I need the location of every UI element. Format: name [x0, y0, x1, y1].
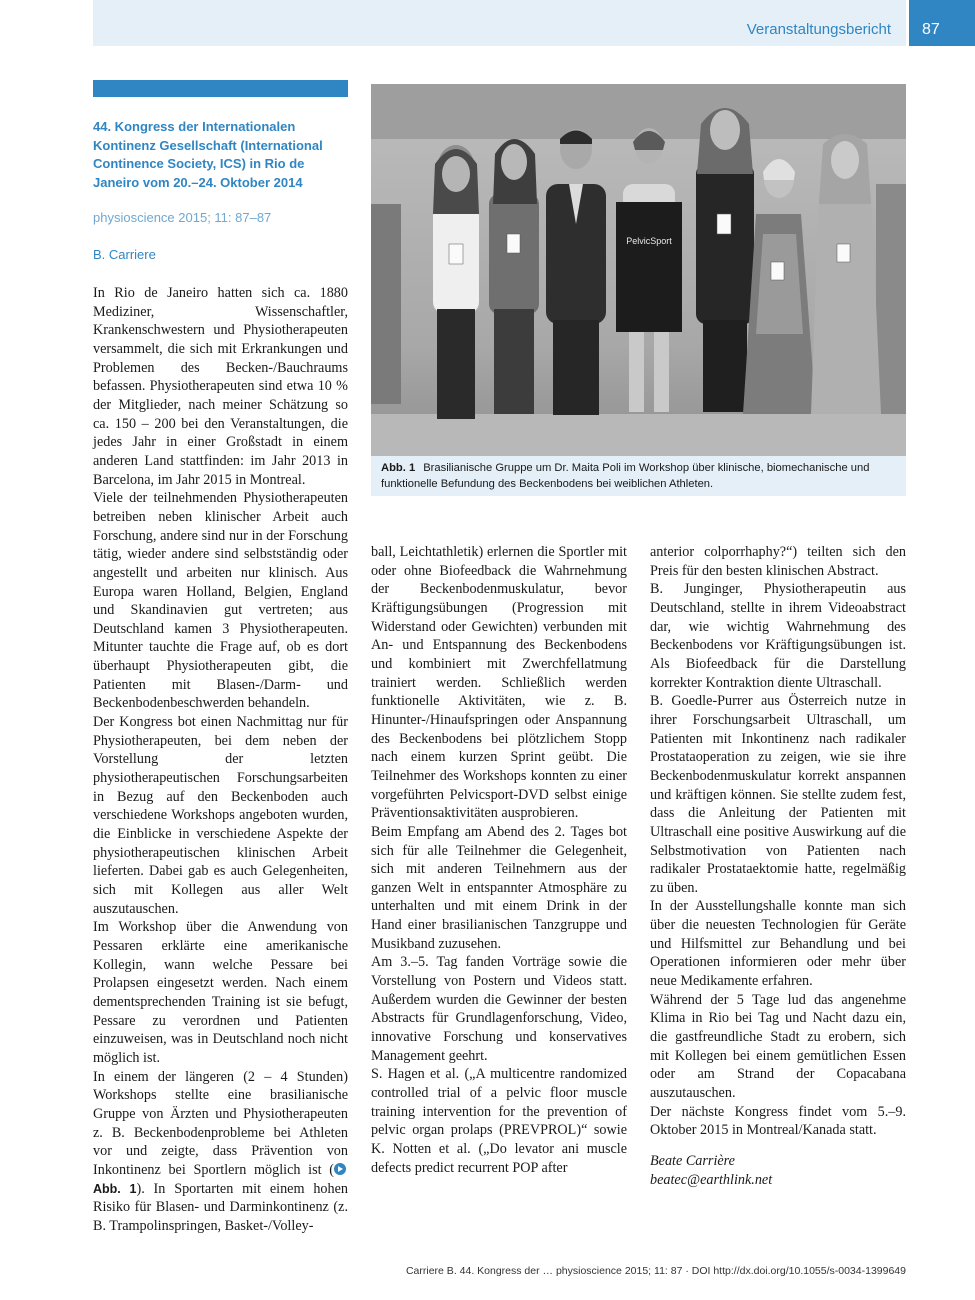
signature-name: Beate Carrière	[650, 1153, 735, 1169]
paragraph: In Rio de Janeiro hatten sich ca. 1880 Mediziner, Wissenschaftler, Krankenschwestern und Physiotherapeuten versammelt, die sich mit Erkrankungen und Problemen des Becken-/Bauchraums befassen. Physiotherapeuten sind etwa 10 % der Mitglieder, nach meiner Schätzung so ca. 150 – 200 bei den Veranstaltungen, die jedes Jahr in einer Großstadt in einem anderen Land stattfinden: im Jahr 2013 in Barcelona, im Jahr 2015 in Montreal.	[93, 285, 348, 488]
paragraph: anterior colporrhaphy?“) teilten sich den Preis für den besten klinischen Abstract.	[650, 544, 906, 579]
figure-reference-arrow-icon	[334, 1163, 346, 1175]
page-number-box	[906, 0, 975, 46]
paragraph-text: ). In Sportarten mit einem hohen Risiko für Blasen- und Darminkontinenz (z. B. Trampolinspringen, Basket-/Volley-	[93, 1180, 348, 1234]
text-column-2	[371, 543, 627, 1177]
paragraph-text: In einem der längeren (2 – 4 Stunden) Workshops stellte eine brasilianische Gruppe von Ärzten und Physiotherapeuten z. B. Beckenbodenprobleme bei Athleten vor und zeigte, dass Prävention von Inkontinenz bei Sportlern möglich ist (	[93, 1068, 348, 1178]
figure-caption	[371, 456, 906, 496]
page-number: 87	[922, 21, 940, 38]
person-1	[433, 145, 479, 419]
page-footer: Carriere B. 44. Kongress der … physioscience 2015; 11: 87 · DOI http://dx.doi.org/10.1055/s-0034-1399649	[405, 1265, 906, 1277]
figure-caption-text: Brasilianische Gruppe um Dr. Maita Poli im Workshop über klinische, biomechanische und funktionelle Befundung des Beckenbodens bei weiblichen Athleten.	[381, 462, 870, 490]
paragraph	[93, 1068, 348, 1236]
paragraph: Der nächste Kongress findet vom 5.–9. Oktober 2015 in Montreal/Kanada statt.	[650, 1103, 906, 1139]
paragraph: Beim Empfang am Abend des 2. Tages bot sich für alle Teilnehmer die Gelegenheit, sich mit anderen Teilnehmern aus der ganzen Welt in entspannter Atmosphäre zu unterhalten und mit einem Drink in der Hand einer brasilianischen Tanzgruppe und Musikband zuzusehen.	[371, 823, 627, 952]
title-accent-bar	[93, 80, 348, 97]
paragraph: In der Ausstellungshalle konnte man sich über die neuesten Technologien für Geräte und Hilfsmittel zur Behandlung und bei Operationen informieren oder mehr über neue Medikamente erfahren.	[650, 898, 906, 990]
paragraph: ball, Leichtathletik) erlernen die Sportler mit oder ohne Biofeedback die Wahrnehmung der Beckenbodenmuskulatur, bevor Kräftigungsübungen (Progression mit Widerstand oder Gewichten) verbunden mit An- und Entspannung des Beckenbodens und kombiniert mit Zwerchfellatmung trainiert werden. Schließlich werden funktionelle Aktivitäten, wie z. B. Hinunter-/Hinaufspringen oder Anspannung des Beckenbodens bei plötzlichem Stopp nach einem kurzen Sprint geübt. Die Teilnehmer des Workshops konnten zu einer vorgeführten Pelvicsport-DVD selbst einige Präventionsaktivitäten ausprobieren.	[371, 544, 627, 822]
figure-reference-link[interactable]: Abb. 1	[93, 1181, 137, 1196]
paragraph: S. Hagen et al. („A multicentre randomized controlled trial of a pelvic floor muscle training intervention for the prevention of pelvic organ prolaps (PREVPROL)“ sowie K. Notten et al. („Do levator ani muscle defects predict recurrent POP after	[371, 1066, 627, 1176]
paragraph: Der Kongress bot einen Nachmittag nur für Physiotherapeuten, bei dem neben der Vorstellung der letzten physiotherapeutischen Forschungsarbeiten in Bezug auf den Beckenboden auch verschiedene Workshops angeboten wurden, die Einblicke in verschiedene Aspekte der physiotherapeutischen klinischen Arbeit lieferten. Dabei gab es auch Gelegenheiten, sich mit Kollegen aus aller Welt auszutauschen.	[93, 714, 348, 917]
text-column-1	[93, 284, 348, 1235]
paragraph: B. Goedle-Purrer aus Österreich nutze in ihrer Forschungsarbeit Ultraschall, um Patienten mit Inkontinenz nach radikaler Prostataoperation zu zeigen, wie sie ihre Beckenbodenmuskulatur korrekt anspannen und kräftigen können. Sie stellte zudem fest, dass die Anleitung der Patienten mit Ultraschall eine positive Auswirkung auf die Selbstmotivation von Patienten nach radikaler Prostataektomie hatte, regelmäßig zu üben.	[650, 693, 906, 896]
page-number-separator	[906, 0, 909, 46]
text-column-3	[650, 543, 906, 1189]
paragraph: B. Junginger, Physiotherapeutin aus Deutschland, stellte in ihrem Videoabstract dar, wie wichtig Wahrnehmung des Beckenbodens vor Kräftigungsübungen ist. Als Biofeedback für die Darstellung korrekter Kontraktion diente Ultraschall.	[650, 581, 906, 691]
signature	[650, 1152, 906, 1189]
signature-email[interactable]: beatec@earthlink.net	[650, 1171, 773, 1188]
group-photo-illustration	[371, 84, 906, 456]
paragraph: Am 3.–5. Tag fanden Vorträge sowie die Vorstellung von Postern und Videos statt. Außerdem wurden die Gewinner der besten Abstracts für Grundlagenforschung, Video, innovative Forschung und konservatives Management geehrt.	[371, 954, 627, 1064]
person-5	[696, 108, 754, 412]
paragraph: Im Workshop über die Anwendung von Pessaren erklärte eine amerikanische Kollegin, wann welche Pessare bei Prolapsen eingesetzt werden. Nach einem dementsprechenden Training ist sie befugt, Pessare zu verordnen und Patienten einzuweisen, was in Deutschland noch nicht möglich ist.	[93, 919, 348, 1066]
article-citation: physioscience 2015; 11: 87–87	[93, 210, 272, 225]
article-author: B. Carriere	[93, 247, 156, 262]
figure-label: Abb. 1	[381, 462, 416, 474]
figure-photo	[371, 84, 906, 456]
article-title: 44. Kongress der Internationalen Kontinenz Gesellschaft (International Continence Society, ICS) in Rio de Janeiro vom 20.–24. Oktober 2014	[93, 119, 323, 190]
paragraph: Während der 5 Tage lud das angenehme Klima in Rio bei Tag und Nacht dazu ein, die gastfreundliche Stadt zu erobern, sich mit Kollegen bei einem gemütlichen Essen oder am Strand der Copacabana auszutauschen.	[650, 991, 906, 1102]
section-title: Veranstaltungsbericht	[746, 21, 891, 38]
shirt-print: PelvicSport	[626, 236, 672, 246]
paragraph: Viele der teilnehmenden Physiotherapeuten betreiben neben klinischer Arbeit auch Forschung, andere sind nur in der Forschung tätig, wieder andere sind selbstständig oder angestellt und arbeiten nur klinisch. Aus Europa waren Holland, Belgien, England und Skandinavien gut vertreten; aus Deutschland kamen 3 Physiotherapeuten. Mitunter tauchte die Frage auf, ob es dort überhaupt Physiotherapeuten gibt, die Patienten mit Blasen-/Darm- und Beckenbodenbeschwerden behandeln.	[93, 490, 348, 712]
person-2	[489, 139, 539, 414]
